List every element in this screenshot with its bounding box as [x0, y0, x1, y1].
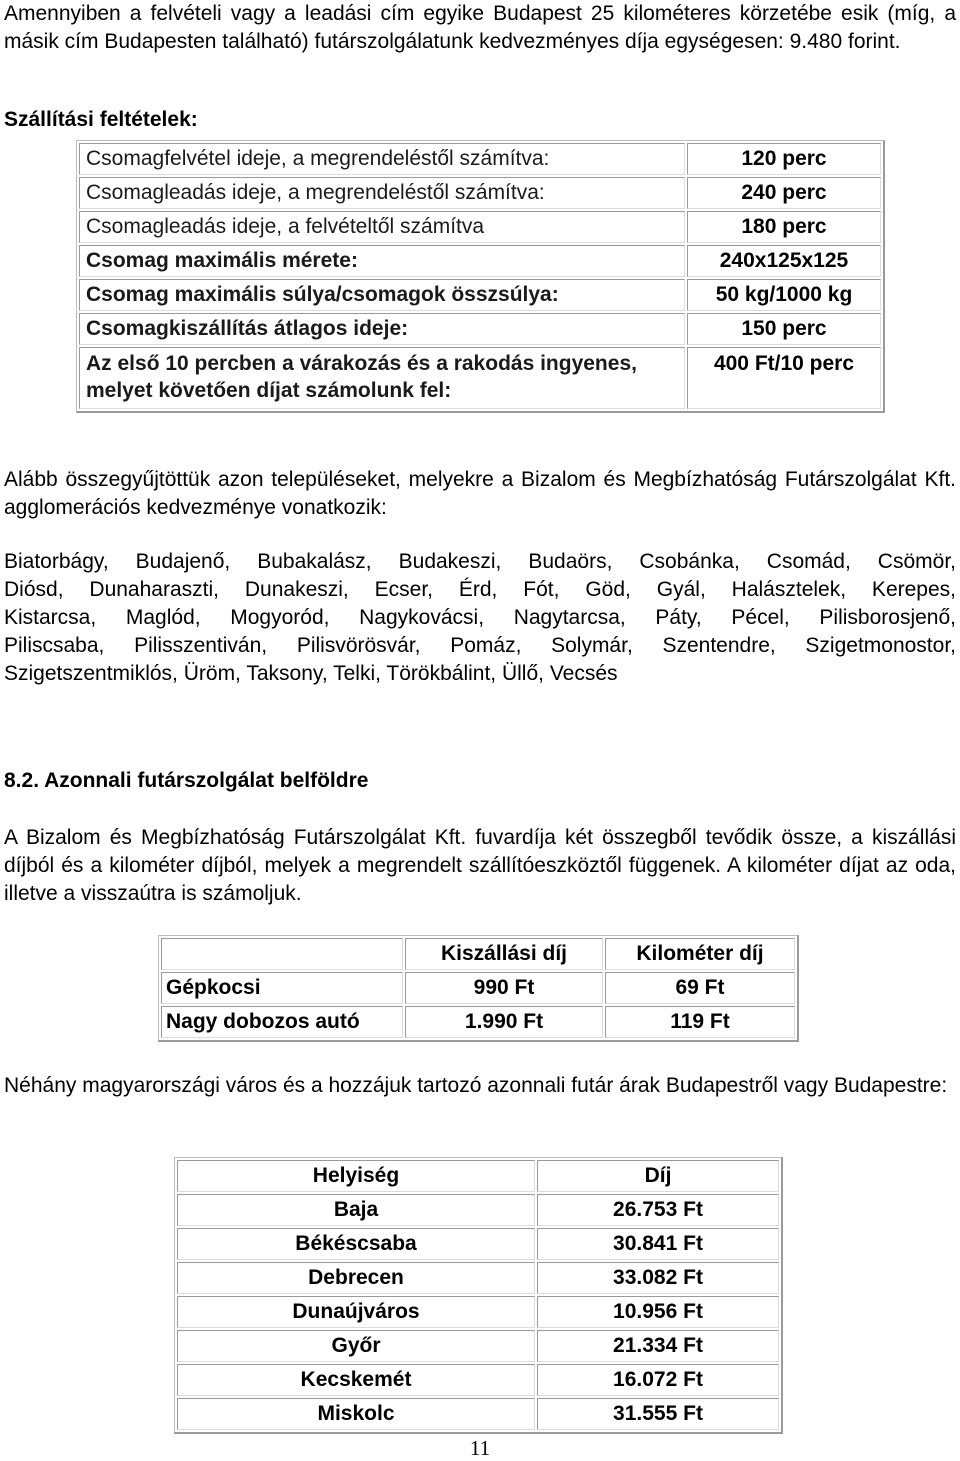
table-row [161, 1006, 795, 1038]
city-price: 31.555 Ft [537, 1398, 779, 1430]
condition-label: Csomag maximális súlya/csomagok összsúlya: [79, 279, 685, 311]
table-row [177, 1296, 779, 1328]
condition-label: Csomagfelvétel ideje, a megrendeléstől számítva: [79, 143, 685, 175]
condition-label: Csomagkiszállítás átlagos ideje: [79, 313, 685, 345]
table-header-cell: Díj [537, 1160, 779, 1192]
town-line: Szigetszentmiklós, Üröm, Taksony, Telki, Törökbálint, Üllő, Vecsés [4, 662, 618, 685]
condition-value: 150 perc [687, 313, 881, 345]
table-row [177, 1398, 779, 1430]
city-prices-intro: Néhány magyarországi város és a hozzájuk tartozó azonnali futár árak Budapestről vagy Budapestre: [4, 1074, 948, 1097]
city-name: Baja [177, 1194, 535, 1226]
condition-value: 400 Ft/10 perc [687, 347, 881, 409]
condition-value: 240x125x125 [687, 245, 881, 277]
section-heading: 8.2. Azonnali futárszolgálat belföldre [4, 769, 369, 792]
table-row [177, 1262, 779, 1294]
table-row [177, 1364, 779, 1396]
km-fee: 69 Ft [605, 972, 795, 1004]
condition-value: 240 perc [687, 177, 881, 209]
table-row [177, 1330, 779, 1362]
agglomeration-intro: Alább összegyűjtöttük azon településeket, melyekre a Bizalom és Megbízhatóság Futárszolgálat Kft. agglomerációs kedvezménye vonatkozik: [4, 468, 956, 519]
condition-label: Csomag maximális mérete: [79, 245, 685, 277]
city-price: 26.753 Ft [537, 1194, 779, 1226]
city-name: Kecskemét [177, 1364, 535, 1396]
city-price-table [174, 1157, 783, 1434]
city-price: 10.956 Ft [537, 1296, 779, 1328]
shipping-conditions-table [76, 140, 885, 413]
city-name: Miskolc [177, 1398, 535, 1430]
dispatch-fee: 1.990 Ft [405, 1006, 603, 1038]
page-number: 11 [469, 1436, 491, 1460]
condition-label: Csomagleadás ideje, a felvételtől számítva [79, 211, 685, 243]
condition-label: Az első 10 percben a várakozás és a rakodás ingyenes, melyet követően díjat számolunk fel: [79, 347, 685, 409]
intro-paragraph: Amennyiben a felvételi vagy a leadási cím egyike Budapest 25 kilométeres körzetébe esik (míg, a másik cím Budapesten található) futárszolgálatunk kedvezményes díja egységesen: 9.480 forint. [4, 2, 956, 53]
city-price: 33.082 Ft [537, 1262, 779, 1294]
table-header-cell: Helyiség [177, 1160, 535, 1192]
city-price: 30.841 Ft [537, 1228, 779, 1260]
city-price: 16.072 Ft [537, 1364, 779, 1396]
city-name: Győr [177, 1330, 535, 1362]
condition-value: 120 perc [687, 143, 881, 175]
conditions-heading: Szállítási feltételek: [4, 108, 198, 131]
city-name: Dunaújváros [177, 1296, 535, 1328]
town-line: Biatorbágy, Budajenő, Bubakalász, Budakeszi, Budaörs, Csobánka, Csomád, Csömör, [4, 550, 956, 573]
table-header-cell: Kiszállási díj [405, 938, 603, 970]
table-row [161, 972, 795, 1004]
condition-label: Csomagleadás ideje, a megrendeléstől számítva: [79, 177, 685, 209]
dispatch-fee: 990 Ft [405, 972, 603, 1004]
vehicle-fee-table [158, 935, 799, 1042]
section-paragraph: A Bizalom és Megbízhatóság Futárszolgálat Kft. fuvardíja két összegből tevődik össze, a kiszállási díjból és a kilométer díjból, melyek a megrendelt szállítóeszköztől függenek. A kilométer díjat az oda, illetve a visszaútra is számoljuk. [4, 826, 956, 905]
table-row [177, 1228, 779, 1260]
condition-value: 180 perc [687, 211, 881, 243]
km-fee: 119 Ft [605, 1006, 795, 1038]
vehicle-name: Gépkocsi [161, 972, 403, 1004]
town-line: Kistarcsa, Maglód, Mogyoród, Nagykovácsi, Nagytarcsa, Páty, Pécel, Pilisborosjenő, [4, 606, 956, 629]
vehicle-name: Nagy dobozos autó [161, 1006, 403, 1038]
town-line: Piliscsaba, Pilisszentiván, Pilisvörösvár, Pomáz, Solymár, Szentendre, Szigetmonostor, [4, 634, 956, 657]
table-row [177, 1194, 779, 1226]
town-line: Diósd, Dunaharaszti, Dunakeszi, Ecser, Érd, Fót, Göd, Gyál, Halásztelek, Kerepes, [4, 578, 956, 601]
condition-value: 50 kg/1000 kg [687, 279, 881, 311]
city-name: Békéscsaba [177, 1228, 535, 1260]
table-header-cell [161, 938, 403, 970]
city-price: 21.334 Ft [537, 1330, 779, 1362]
city-name: Debrecen [177, 1262, 535, 1294]
table-header-cell: Kilométer díj [605, 938, 795, 970]
